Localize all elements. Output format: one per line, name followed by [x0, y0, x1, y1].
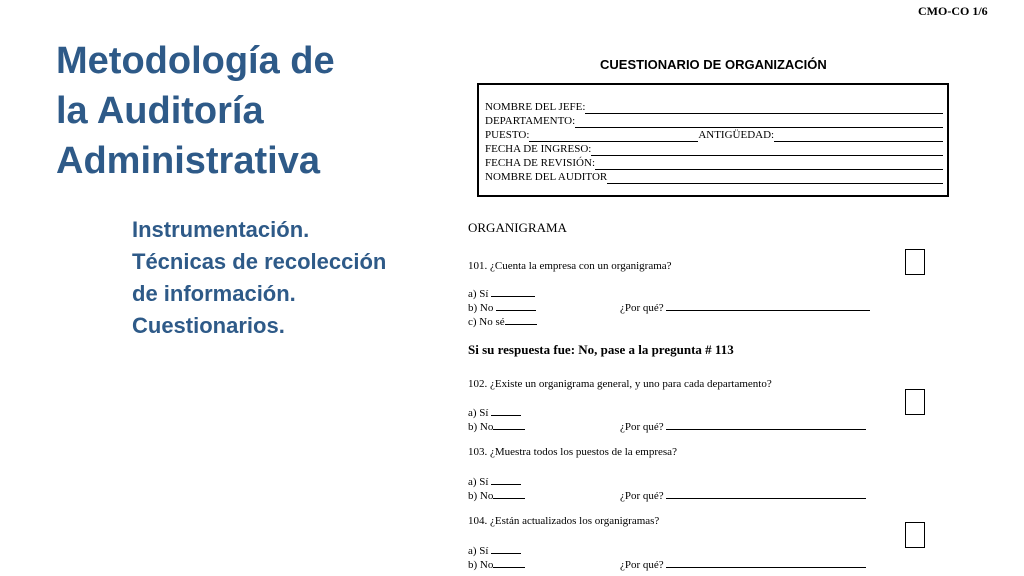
field-nombre-auditor: NOMBRE DEL AUDITOR	[485, 171, 943, 184]
field-fecha-ingreso: FECHA DE INGRESO:	[485, 143, 943, 156]
subtitle-line: Técnicas de recolección	[132, 249, 387, 274]
field-departamento: DEPARTAMENTO:	[485, 115, 943, 128]
subtitle-line: de información.	[132, 281, 296, 306]
question-text: 103. ¿Muestra todos los puestos de la empresa?	[468, 446, 677, 458]
why-field: ¿Por qué?	[620, 300, 870, 314]
document-title: CUESTIONARIO DE ORGANIZACIÓN	[600, 57, 827, 72]
answer-checkbox	[905, 389, 925, 415]
answer-option: b) No	[468, 300, 536, 315]
answer-option: a) Sí	[468, 543, 521, 558]
answer-option: b) No	[468, 419, 525, 434]
field-fecha-revision: FECHA DE REVISIÓN:	[485, 157, 943, 170]
answer-option: b) No	[468, 488, 525, 503]
answer-option: a) Sí	[468, 474, 521, 489]
answer-checkbox	[905, 249, 925, 275]
document-code: CMO-CO 1/6	[918, 4, 988, 18]
field-puesto-antiguedad: PUESTO: ANTIGÜEDAD:	[485, 129, 943, 142]
slide-title-line: Metodología de	[56, 40, 335, 82]
subtitle-line: Instrumentación.	[132, 217, 310, 242]
why-field: ¿Por qué?	[620, 488, 866, 502]
question-text: 104. ¿Están actualizados los organigramas?	[468, 515, 660, 527]
question-text: 101. ¿Cuenta la empresa con un organigrama?	[468, 260, 672, 272]
slide-title	[56, 36, 335, 186]
answer-option: c) No sé	[468, 314, 537, 329]
answer-option: b) No	[468, 557, 525, 572]
slide-subtitle	[132, 214, 386, 342]
answer-checkbox	[905, 522, 925, 548]
subtitle-line: Cuestionarios.	[132, 313, 285, 338]
field-nombre-jefe: NOMBRE DEL JEFE:	[485, 101, 943, 114]
answer-option: a) Sí	[468, 405, 521, 420]
answer-option: a) Sí	[468, 286, 535, 301]
why-field: ¿Por qué?	[620, 419, 866, 433]
section-title: ORGANIGRAMA	[468, 220, 567, 235]
slide-title-line: la Auditoría	[56, 90, 264, 132]
question-text: 102. ¿Existe un organigrama general, y uno para cada departamento?	[468, 378, 772, 390]
skip-note: Si su respuesta fue: No, pase a la pregunta # 113	[468, 342, 734, 357]
slide-title-line: Administrativa	[56, 140, 320, 182]
why-field: ¿Por qué?	[620, 557, 866, 571]
field-antiguedad: ANTIGÜEDAD:	[698, 129, 775, 141]
